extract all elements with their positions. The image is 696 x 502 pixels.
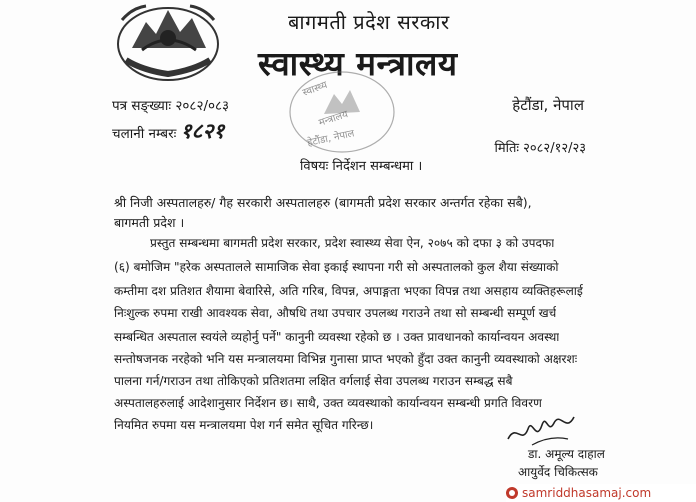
body-line: पालना गर्न/गराउन तथा तोकिएको प्रतिशतमा लक्षित वर्गलाई सेवा उपलब्ध गराउन सम्बद्ध सबै bbox=[114, 374, 513, 388]
dispatch-number-label: चलानी नम्बरः bbox=[112, 126, 177, 142]
body-line: निःशुल्क रुपमा राखी आवश्यक सेवा, औषधि तथा उपचार उपलब्ध गराउने तथा सो सम्बन्धी सम्पूर्ण खर्च bbox=[114, 306, 557, 320]
letter-subject: विषयः निर्देशन सम्बन्धमा । bbox=[300, 159, 423, 174]
globe-icon bbox=[506, 487, 518, 499]
letter-number-value: २०८२/०८३ bbox=[175, 98, 230, 114]
dispatch-number-value: १८२१ bbox=[180, 118, 225, 143]
date-value: २०८२/१२/२३ bbox=[523, 141, 586, 156]
government-name: बागमती प्रदेश सरकार bbox=[288, 10, 450, 34]
body-line: सन्तोषजनक नरहेको भनि यस मन्त्रालयमा विभिन्न गुनासा प्राप्त भएको हुँदा उक्त कानुनी व्यवस्थाको अक्षरशः bbox=[114, 352, 578, 366]
addressee-line: श्री निजी अस्पतालहरु/ गैह सरकारी अस्पतालहरु (बागमती प्रदेश सरकार अन्तर्गत रहेका सबै), bbox=[114, 195, 532, 210]
nepal-emblem-icon bbox=[112, 0, 224, 82]
site-watermark bbox=[506, 484, 696, 502]
dispatch-number bbox=[112, 117, 224, 145]
body-line: कम्तीमा दश प्रतिशत शैयामा बेवारिसे, अति गरिब, विपन्न, अपाङ्गता भएका विपन्न तथा असहाय व्यक्तिहरूलाई bbox=[114, 284, 583, 298]
watermark-text: samriddhasamaj.com bbox=[522, 486, 652, 500]
body-line: (६) बमोजिम "हरेक अस्पतालले सामाजिक सेवा इकाई स्थापना गरी सो अस्पतालको कुल शैया संख्याको bbox=[114, 260, 559, 274]
svg-text:स्वास्थ्य: स्वास्थ्य bbox=[301, 79, 329, 99]
letter-number bbox=[112, 96, 229, 114]
signatory-name: डा. अमूल्य दाहाल bbox=[528, 447, 605, 461]
office-place: हेटौंडा, नेपाल bbox=[512, 96, 584, 114]
body-line: प्रस्तुत सम्बन्धमा बागमती प्रदेश सरकार, प्रदेश स्वास्थ्य सेवा ऐन, २०७५ को दफा ३ को उपदफा bbox=[150, 236, 555, 250]
official-stamp-icon bbox=[284, 64, 402, 160]
body-line: नियमित रुपमा यस मन्त्रालयमा पेश गर्न समेत सूचित गरिन्छ। bbox=[114, 418, 374, 432]
ministry-name: स्वास्थ्य मन्त्रालय bbox=[258, 44, 458, 83]
addressee-line: बागमती प्रदेश । bbox=[114, 215, 185, 230]
svg-text:हेटौंडा, नेपाल: हेटौंडा, नेपाल bbox=[306, 128, 356, 149]
letter-number-label: पत्र सङ्ख्याः bbox=[112, 98, 172, 114]
date-label: मितिः bbox=[494, 141, 520, 156]
letter-date bbox=[494, 138, 586, 156]
svg-text:मन्त्रालय: मन्त्रालय bbox=[317, 109, 350, 129]
signatory-title: आयुर्वेद चिकित्सक bbox=[518, 465, 598, 479]
body-line: सम्बन्धित अस्पताल स्वयंले व्यहोर्नु पर्ने" कानुनी व्यवस्था रहेको छ । उक्त प्रावधानको कार्यान्वयन अवस्था bbox=[114, 330, 560, 344]
body-line: अस्पतालहरुलाई आदेशानुसार निर्देशन छ। साथै, उक्त व्यवस्थाको कार्यान्वयन सम्बन्धी प्रगति विवरण bbox=[114, 396, 542, 410]
